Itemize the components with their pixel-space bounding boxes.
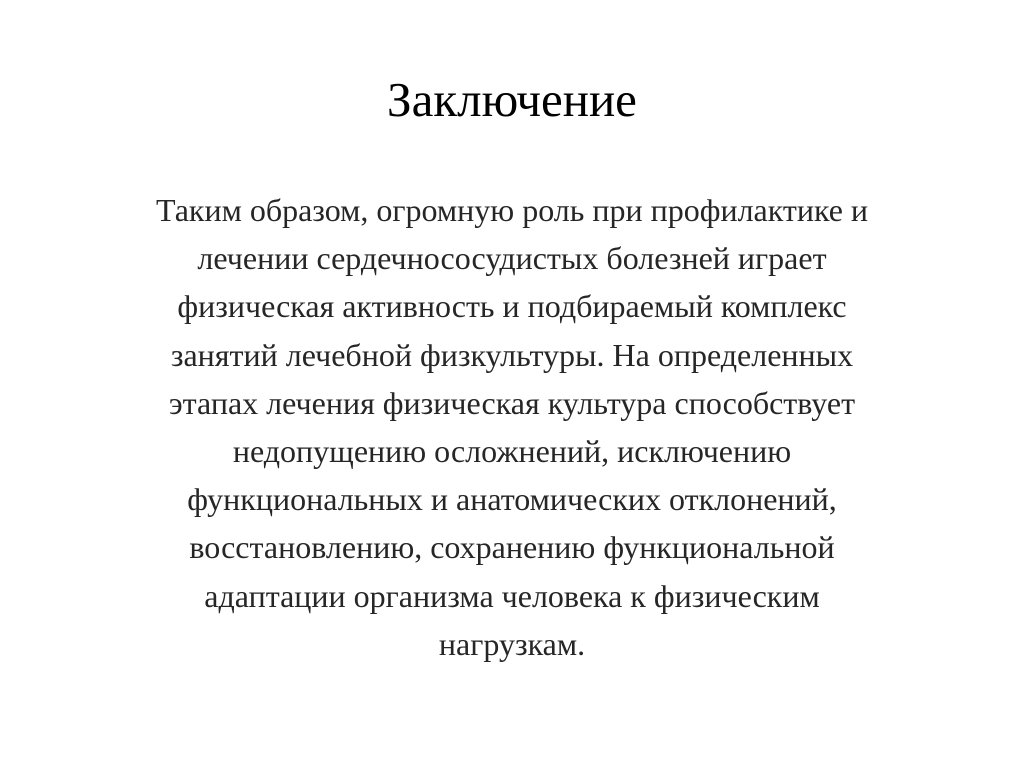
body-text-line: этапах лечения физическая культура способствует <box>168 384 856 421</box>
body-text-line: адаптации организма человека к физическим <box>204 577 820 614</box>
body-text-line: нагрузкам. <box>438 625 586 662</box>
body-text-line: Таким образом, огромную роль при профилактике и <box>155 192 869 228</box>
slide-title: Заключение <box>387 72 637 127</box>
body-text-line: занятий лечебной физкультуры. На определенных <box>170 336 854 373</box>
body-text-line: лечении сердечнососудистых болезней играет <box>197 240 827 277</box>
body-text-line: недопущению осложнений, исключению <box>232 433 792 470</box>
body-text-line: восстановлению, сохранению функциональной <box>189 529 835 566</box>
slide-body-text <box>82 186 942 668</box>
body-text-line: физическая активность и подбираемый комплекс <box>177 288 847 325</box>
body-text-line: функциональных и анатомических отклонений, <box>187 481 837 518</box>
